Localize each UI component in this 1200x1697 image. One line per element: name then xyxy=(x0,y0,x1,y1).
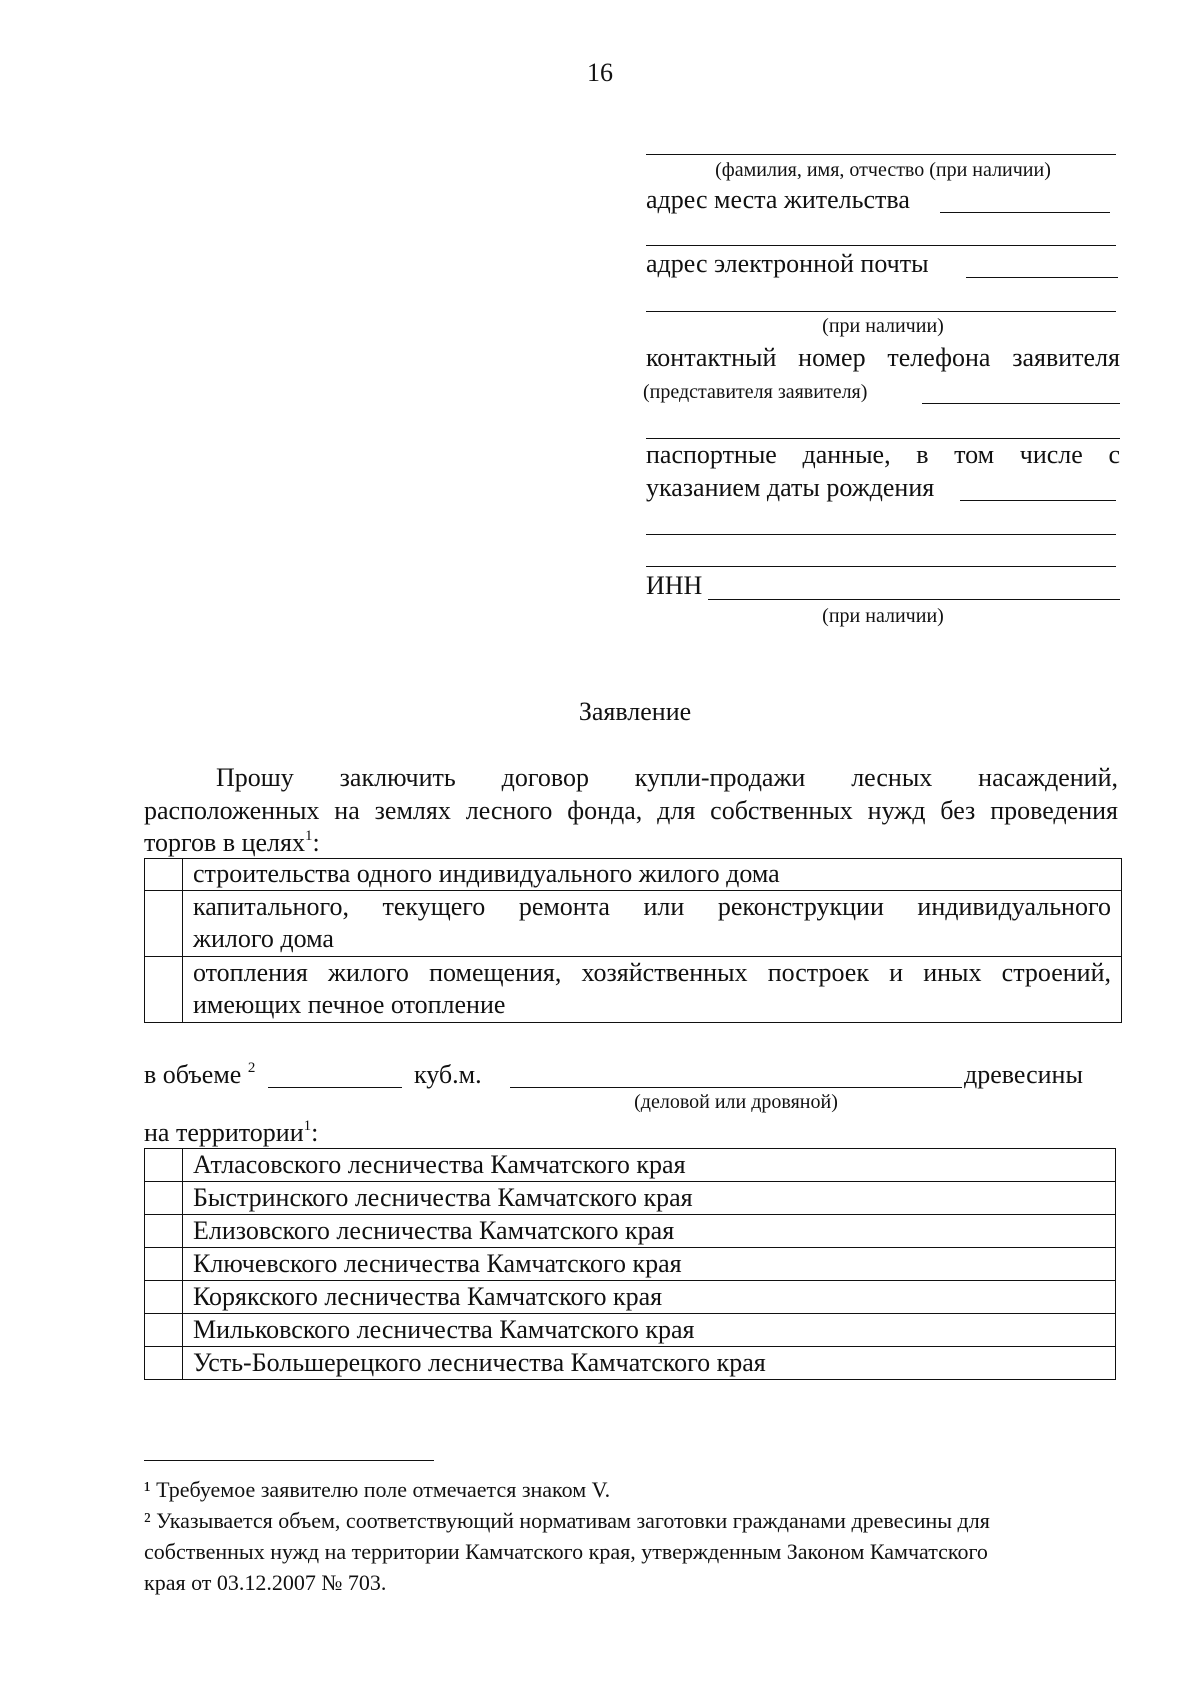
purposes-table xyxy=(144,858,1122,1023)
territory-checkbox[interactable] xyxy=(145,1215,183,1248)
statement-line3 xyxy=(144,827,1118,859)
phone-sublabel: (представителя заявителя) xyxy=(643,381,868,403)
footnote-1: ¹ Требуемое заявителю поле отмечается знаком V. xyxy=(144,1477,611,1502)
territory-row xyxy=(145,1281,1116,1314)
volume-suffix: древесины xyxy=(964,1060,1083,1089)
passport-label-line2: указанием даты рождения xyxy=(646,473,935,502)
territory-checkbox[interactable] xyxy=(145,1281,183,1314)
passport-field[interactable] xyxy=(960,500,1116,501)
purpose-line: имеющих печное отопление xyxy=(193,990,506,1019)
volume-unit: куб.м. xyxy=(414,1060,482,1089)
territory-checkbox[interactable] xyxy=(145,1182,183,1215)
territory-table xyxy=(144,1148,1116,1380)
page-number: 16 xyxy=(587,58,613,87)
passport-label-line1: паспортные данные, в том числе с xyxy=(646,440,1120,469)
address-label: адрес места жительства xyxy=(646,185,910,214)
footnote-ref-2: 2 xyxy=(247,1060,256,1076)
territory-name: Быстринского лесничества Камчатского края xyxy=(183,1182,1116,1215)
statement-line3-text: торгов в целях xyxy=(144,828,305,857)
purpose-line: жилого дома xyxy=(193,924,334,953)
purpose-row xyxy=(145,957,1122,1023)
purpose-text xyxy=(183,957,1122,1023)
purpose-line: отопления жилого помещения, хозяйственных построек и иных строений, xyxy=(193,958,1111,987)
statement-line2: расположенных на землях лесного фонда, для собственных нужд без проведения xyxy=(144,796,1118,825)
volume-prefix-text: в объеме xyxy=(144,1060,242,1089)
phone-field-line2[interactable] xyxy=(646,438,1120,439)
territory-checkbox[interactable] xyxy=(145,1248,183,1281)
inn-field[interactable] xyxy=(708,599,1120,600)
footnote-2-line2: собственных нужд на территории Камчатского края, утвержденным Законом Камчатского xyxy=(144,1539,988,1564)
purpose-checkbox[interactable] xyxy=(145,957,183,1023)
purpose-row xyxy=(145,891,1122,957)
purpose-row xyxy=(145,859,1122,891)
volume-prefix xyxy=(144,1060,255,1090)
wood-type-caption: (деловой или дровяной) xyxy=(634,1091,838,1113)
footnote-ref-1: 1 xyxy=(304,828,313,844)
purpose-text xyxy=(183,891,1122,957)
territory-name: Мильковского лесничества Камчатского края xyxy=(183,1314,1116,1347)
inn-caption: (при наличии) xyxy=(822,605,944,627)
territory-name: Корякского лесничества Камчатского края xyxy=(183,1281,1116,1314)
email-label: адрес электронной почты xyxy=(646,249,929,278)
territory-row xyxy=(145,1182,1116,1215)
territory-row xyxy=(145,1215,1116,1248)
footnote-2-line3: края от 03.12.2007 № 703. xyxy=(144,1570,387,1595)
purpose-text xyxy=(183,859,1122,891)
territory-checkbox[interactable] xyxy=(145,1149,183,1182)
statement-line1 xyxy=(216,762,1118,794)
address-field[interactable] xyxy=(940,212,1110,213)
fio-caption: (фамилия, имя, отчество (при наличии) xyxy=(715,159,1051,181)
territory-row xyxy=(145,1347,1116,1380)
address-field-line2[interactable] xyxy=(646,245,1116,246)
volume-field[interactable] xyxy=(268,1087,402,1088)
purpose-line: строительства одного индивидуального жилого дома xyxy=(193,859,780,888)
wood-type-field[interactable] xyxy=(510,1087,962,1088)
footnote-ref-1b: 1 xyxy=(303,1118,312,1134)
territory-checkbox[interactable] xyxy=(145,1314,183,1347)
phone-label: контактный номер телефона заявителя xyxy=(646,343,1120,372)
email-field[interactable] xyxy=(966,277,1118,278)
territory-row xyxy=(145,1149,1116,1182)
fio-field[interactable] xyxy=(646,154,1116,155)
statement-line1-text: Прошу заключить договор купли-продажи лесных насаждений, xyxy=(216,763,1118,792)
territory-row xyxy=(145,1248,1116,1281)
statement-title: Заявление xyxy=(578,697,692,726)
territory-checkbox[interactable] xyxy=(145,1347,183,1380)
territory-name: Елизовского лесничества Камчатского края xyxy=(183,1215,1116,1248)
territory-row xyxy=(145,1314,1116,1347)
purpose-line: капитального, текущего ремонта или реконструкции индивидуального xyxy=(193,892,1111,921)
territory-name: Атласовского лесничества Камчатского края xyxy=(183,1149,1116,1182)
territory-name: Ключевского лесничества Камчатского края xyxy=(183,1248,1116,1281)
email-field-line2[interactable] xyxy=(646,311,1116,312)
passport-field-line3[interactable] xyxy=(646,566,1116,567)
territory-label xyxy=(144,1118,318,1148)
purpose-checkbox[interactable] xyxy=(145,859,183,891)
passport-field-line2[interactable] xyxy=(646,534,1116,535)
phone-field[interactable] xyxy=(922,403,1120,404)
email-caption: (при наличии) xyxy=(822,315,944,337)
territory-label-colon: : xyxy=(311,1118,319,1147)
purpose-checkbox[interactable] xyxy=(145,891,183,957)
footnote-2-line1: ² Указывается объем, соответствующий нормативам заготовки гражданами древесины для xyxy=(144,1508,990,1533)
statement-line3-colon: : xyxy=(312,828,320,857)
footnote-separator xyxy=(144,1460,434,1461)
territory-name: Усть-Большерецкого лесничества Камчатского края xyxy=(183,1347,1116,1380)
territory-label-text: на территории xyxy=(144,1118,304,1147)
inn-label: ИНН xyxy=(646,571,703,600)
